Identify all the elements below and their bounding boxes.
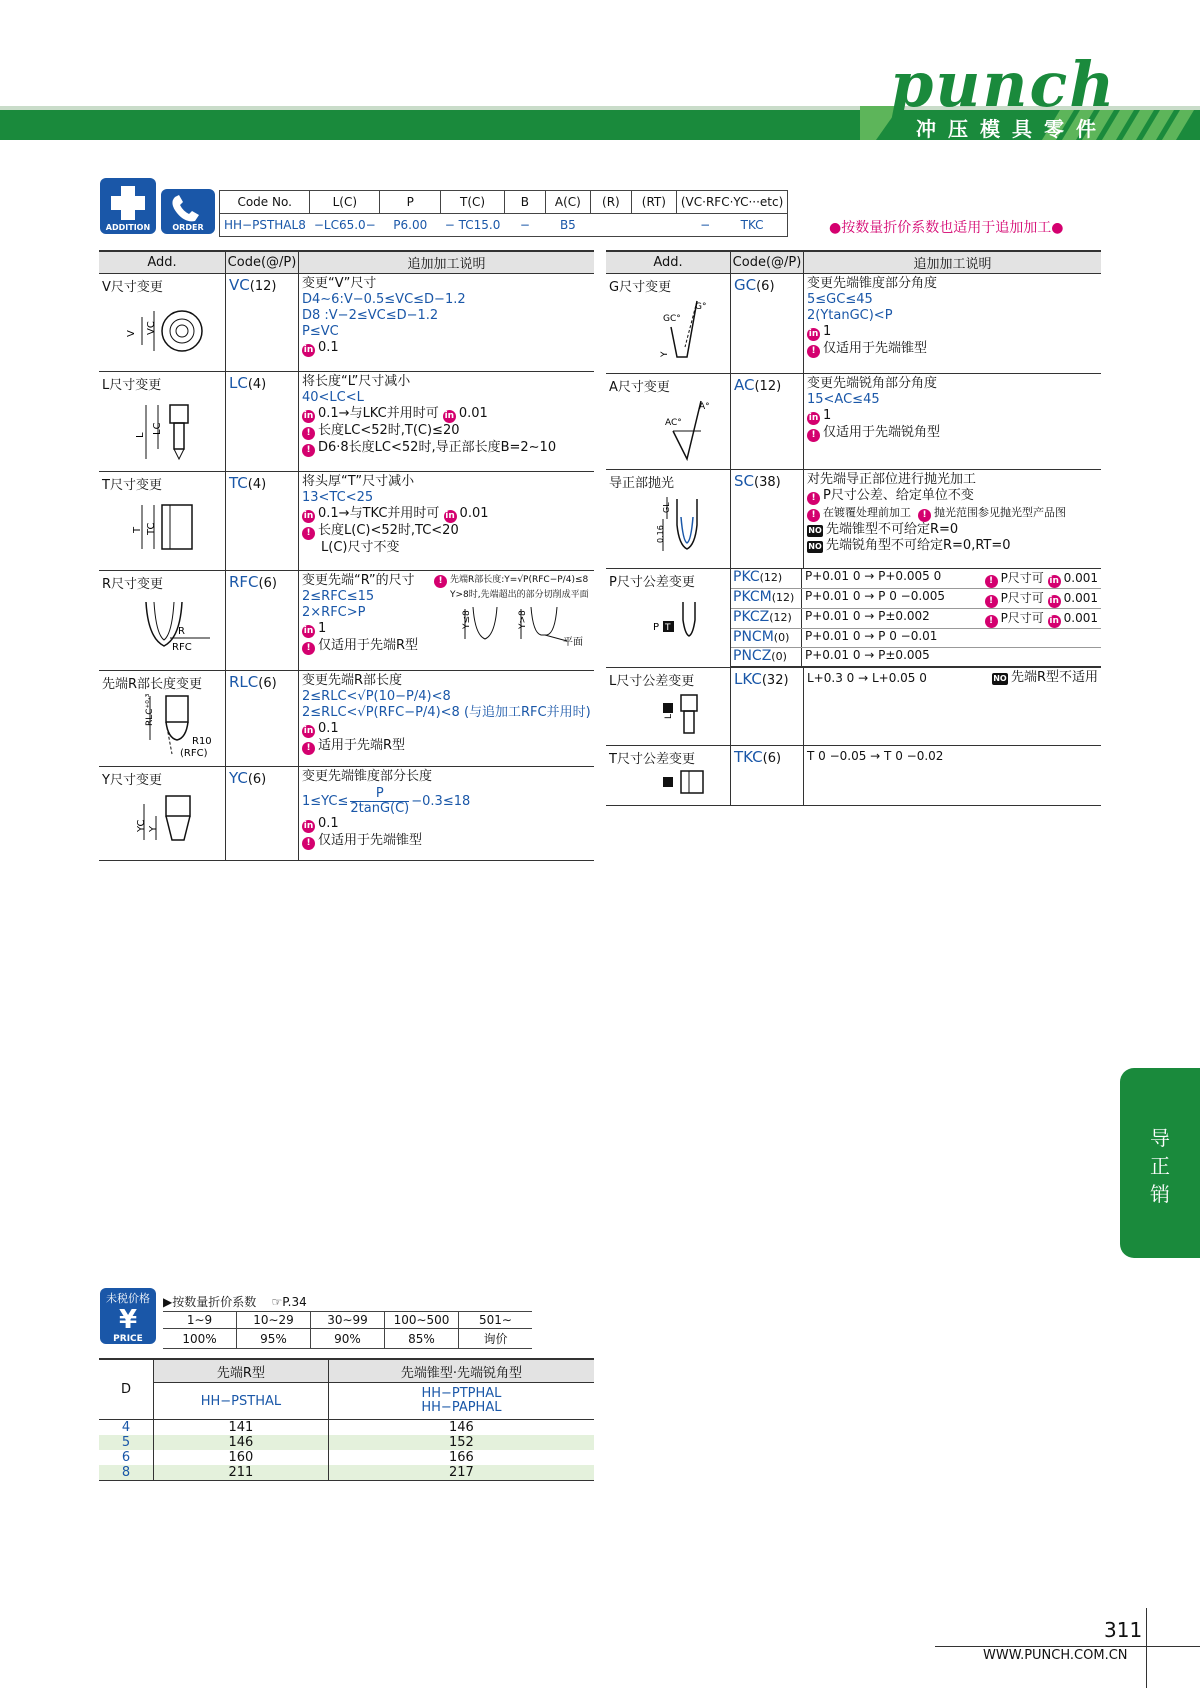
svg-text:LC: LC xyxy=(152,422,163,435)
price-col2-code: HH−PTPHAL HH−PAPHAL xyxy=(328,1383,594,1420)
addition-label: ADDITION xyxy=(105,223,151,232)
col-header-desc: 追加加工说明 xyxy=(804,251,1102,274)
left-spec-table xyxy=(99,250,594,861)
row-name: L尺寸变更 L LC xyxy=(99,372,226,472)
addition-icon xyxy=(100,178,156,234)
svg-text:T: T xyxy=(665,623,671,633)
row-name: G尺寸变更 G° GC° Y xyxy=(606,274,731,374)
code-col: (R) xyxy=(590,191,631,214)
svg-text:Y: Y xyxy=(148,825,159,832)
svg-text:GL: GL xyxy=(662,502,671,513)
row-name: Y尺寸变更 YC Y xyxy=(99,767,226,861)
price-col2-header: 先端锥型·先端锐角型 xyxy=(328,1359,594,1383)
row-desc: 变更先端“R”的尺寸 2≤RFC≤15 2×RFC>P in 1 ! 仅适用于先端R型 ! 先端R部长度:Y=√P(RFC−P/4)≤8 Y>8时,先端超出的部分切削成平面 Y≤8 Y>8 平面 xyxy=(299,571,595,671)
discount-note: ●按数量折价系数也适用于追加加工● xyxy=(829,220,1064,236)
site-url[interactable]: WWW.PUNCH.COM.CN xyxy=(983,1648,1128,1663)
row-name: 导正部抛光 GL 0.16 xyxy=(606,470,731,569)
svg-text:Y≤8: Y≤8 xyxy=(462,610,472,629)
row-code: TKC(6) xyxy=(731,746,804,806)
svg-text:P: P xyxy=(653,622,660,633)
price-icon: 未税价格 ¥ PRICE xyxy=(100,1288,156,1344)
row-code: TC(4) xyxy=(226,472,299,571)
row-code: LKC(32) xyxy=(731,668,804,746)
t-dimension-diagram xyxy=(120,497,220,563)
price-row: 6 160 166 xyxy=(99,1450,594,1465)
svg-text:V: V xyxy=(126,330,137,337)
code-col: P xyxy=(380,191,441,214)
svg-text:TC: TC xyxy=(146,522,157,535)
svg-text:RFC: RFC xyxy=(172,642,192,653)
code-col: (RT) xyxy=(631,191,676,214)
svg-text:Y>8: Y>8 xyxy=(518,610,528,629)
price-row: 8 211 217 xyxy=(99,1465,594,1481)
row-desc: L+0.3 0 → L+0.05 0 NO 先端R型不适用 xyxy=(804,668,1102,746)
brand-subtitle: 冲压模具零件 xyxy=(916,117,1108,141)
row-code: LC(4) xyxy=(226,372,299,472)
row-name: 先端R部长度变更 RLC⁺⁰·³ R10 (RFC) xyxy=(99,671,226,767)
svg-text:YC: YC xyxy=(136,819,147,832)
code-value: − TKC xyxy=(676,214,787,237)
svg-text:RLC⁺⁰·³: RLC⁺⁰·³ xyxy=(145,694,155,726)
svg-text:A°: A° xyxy=(699,402,710,412)
svg-text:L: L xyxy=(135,432,146,438)
price-col1-code: HH−PSTHAL xyxy=(154,1383,329,1420)
row-name: T尺寸公差变更 xyxy=(606,746,731,806)
row-desc: 变更先端锥度部分长度 1≤YC≤ $\frac{P}{2\tan G(C)}$ −0.3≤18 in 0.1 ! 仅适用于先端锥型 xyxy=(299,767,595,861)
row-desc: 将头厚“T”尺寸减小 13<TC<25 in 0.1→与TKC并用时可 in 0.01 ! 长度L(C)<52时,TC<20 L(C)尺寸不变 xyxy=(299,472,595,571)
p-tolerance-list: PKC(12) P+0.01 0 → P+0.005 0 ! P尺寸可 in 0.001 PKCM(12) P+0.01 0 → P 0 −0.005 ! P尺寸可 in 0.001 PKCZ(12) P+0.01 0 → P±0.002 ! P尺寸可 in 0.001 PNCM(0) P+0.01 0 → P 0 −0.01 PNCZ(0) P+0.01 0 → P±0.005 xyxy=(731,569,1102,668)
col-header-desc: 追加加工说明 xyxy=(299,251,595,274)
row-desc: 将长度“L”尺寸减小 40<LC<L in 0.1→与LKC并用时可 in 0.01 ! 长度LC<52时,T(C)≤20 ! D6·8长度LC<52时,导正部长度B=2∼10 xyxy=(299,372,595,472)
col-header-add: Add. xyxy=(99,251,226,274)
row-desc: T 0 −0.05 → T 0 −0.02 xyxy=(804,746,1102,806)
page-number: 311 xyxy=(1104,1618,1143,1642)
row-code: RFC(6) xyxy=(226,571,299,671)
svg-text:VC: VC xyxy=(146,321,157,335)
r-dimension-diagram xyxy=(120,598,220,664)
row-name: V尺寸变更 V VC xyxy=(99,274,226,372)
price-table xyxy=(99,1358,594,1481)
footer-divider xyxy=(1146,1608,1147,1688)
r-cut-diagram xyxy=(459,605,589,649)
svg-text:Y: Y xyxy=(660,351,670,357)
row-name: T尺寸变更 T TC xyxy=(99,472,226,571)
discount-table: 1∼9 10∼29 30∼99 100∼500 501∼ 100% 95% 90% 85% 询价 xyxy=(163,1311,532,1349)
svg-text:L: L xyxy=(664,713,674,719)
row-desc: 变更先端R部长度 2≤RLC<√P(10−P/4)<8 2≤RLC<√P(RFC−P/4)<8 (与追加工RFC并用时) in 0.1 ! 适用于先端R型 xyxy=(299,671,595,767)
g-dimension-diagram xyxy=(627,297,727,367)
code-col: B xyxy=(504,191,545,214)
row-code: GC(6) xyxy=(731,274,804,374)
row-desc: 变更先端锥度部分角度 5≤GC≤45 2(YtanGC)<P in 1 ! 仅适用于先端锥型 xyxy=(804,274,1102,374)
rlc-dimension-diagram xyxy=(120,694,220,760)
price-col1-header: 先端R型 xyxy=(154,1359,329,1383)
y-dimension-diagram xyxy=(120,794,220,854)
code-value: HH−PSTHAL8 xyxy=(220,214,310,237)
row-code: RLC(6) xyxy=(226,671,299,767)
code-table xyxy=(219,190,788,237)
row-desc: 对先端导正部位进行抛光加工 ! P尺寸公差、给定单位不变 ! 在镀覆处理前加工 ! 抛光范围参见抛光型产品图 NO 先端锥型不可给定R=0 NO 先端锐角型不可给定R=0,RT=0 xyxy=(804,470,1102,569)
row-code: YC(6) xyxy=(226,767,299,861)
code-value: −LC65.0− xyxy=(310,214,380,237)
svg-text:0.16: 0.16 xyxy=(656,525,665,543)
row-name: A尺寸变更 A° AC° xyxy=(606,374,731,470)
row-desc: 变更先端锐角部分角度 15<AC≤45 in 1 ! 仅适用于先端锐角型 xyxy=(804,374,1102,470)
right-spec-table xyxy=(606,250,1101,806)
svg-text:AC°: AC° xyxy=(665,418,682,428)
row-code: VC(12) xyxy=(226,274,299,372)
row-code: AC(12) xyxy=(731,374,804,470)
code-col: L(C) xyxy=(310,191,380,214)
col-header-add: Add. xyxy=(606,251,731,274)
polish-diagram xyxy=(627,495,727,561)
svg-text:(RFC): (RFC) xyxy=(180,748,208,759)
brand-logo: punch xyxy=(890,48,1117,121)
row-name: P尺寸公差变更 P T xyxy=(606,569,731,668)
row-desc: 变更“V”尺寸 D4∼6:V−0.5≤VC≤D−1.2 D8 :V−2≤VC≤D−1.2 P≤VC in 0.1 xyxy=(299,274,595,372)
col-header-code: Code(@/P) xyxy=(731,251,804,274)
l-dimension-diagram xyxy=(120,399,220,465)
row-name: L尺寸公差变更 L xyxy=(606,668,731,746)
order-icon xyxy=(161,189,215,234)
p-tolerance-diagram xyxy=(627,600,727,650)
code-col: Code No. xyxy=(220,191,310,214)
discount-label: ▶按数量折价系数 ☞P.34 xyxy=(163,1295,307,1309)
svg-text:R: R xyxy=(178,626,185,637)
price-row: 4 141 146 xyxy=(99,1420,594,1436)
l-tolerance-diagram xyxy=(627,693,727,739)
code-col: A(C) xyxy=(545,191,590,214)
code-col: T(C) xyxy=(441,191,505,214)
svg-text:G°: G° xyxy=(695,302,707,312)
code-value xyxy=(590,214,631,237)
row-code: SC(38) xyxy=(731,470,804,569)
col-header-code: Code(@/P) xyxy=(226,251,299,274)
category-side-tab[interactable]: 导 正 销 xyxy=(1120,1068,1200,1258)
a-dimension-diagram xyxy=(627,397,727,463)
unit-icon: in xyxy=(303,345,314,355)
svg-text:R10: R10 xyxy=(192,736,212,747)
v-dimension-diagram xyxy=(122,305,222,365)
code-value: B5 xyxy=(545,214,590,237)
price-row: 5 146 152 xyxy=(99,1435,594,1450)
code-value: − TC15.0 xyxy=(441,214,505,237)
footer-rule xyxy=(935,1646,1200,1647)
code-value: − xyxy=(504,214,545,237)
svg-text:T: T xyxy=(132,526,143,533)
order-label: ORDER xyxy=(172,223,204,232)
code-value xyxy=(631,214,676,237)
price-d-header: D xyxy=(99,1359,154,1420)
t-tolerance-diagram xyxy=(627,769,727,799)
code-col: (VC·RFC·YC···etc) xyxy=(676,191,787,214)
row-name: R尺寸变更 R RFC xyxy=(99,571,226,671)
code-value: P6.00 xyxy=(380,214,441,237)
svg-text:GC°: GC° xyxy=(663,314,681,324)
svg-text:平面: 平面 xyxy=(563,637,583,648)
